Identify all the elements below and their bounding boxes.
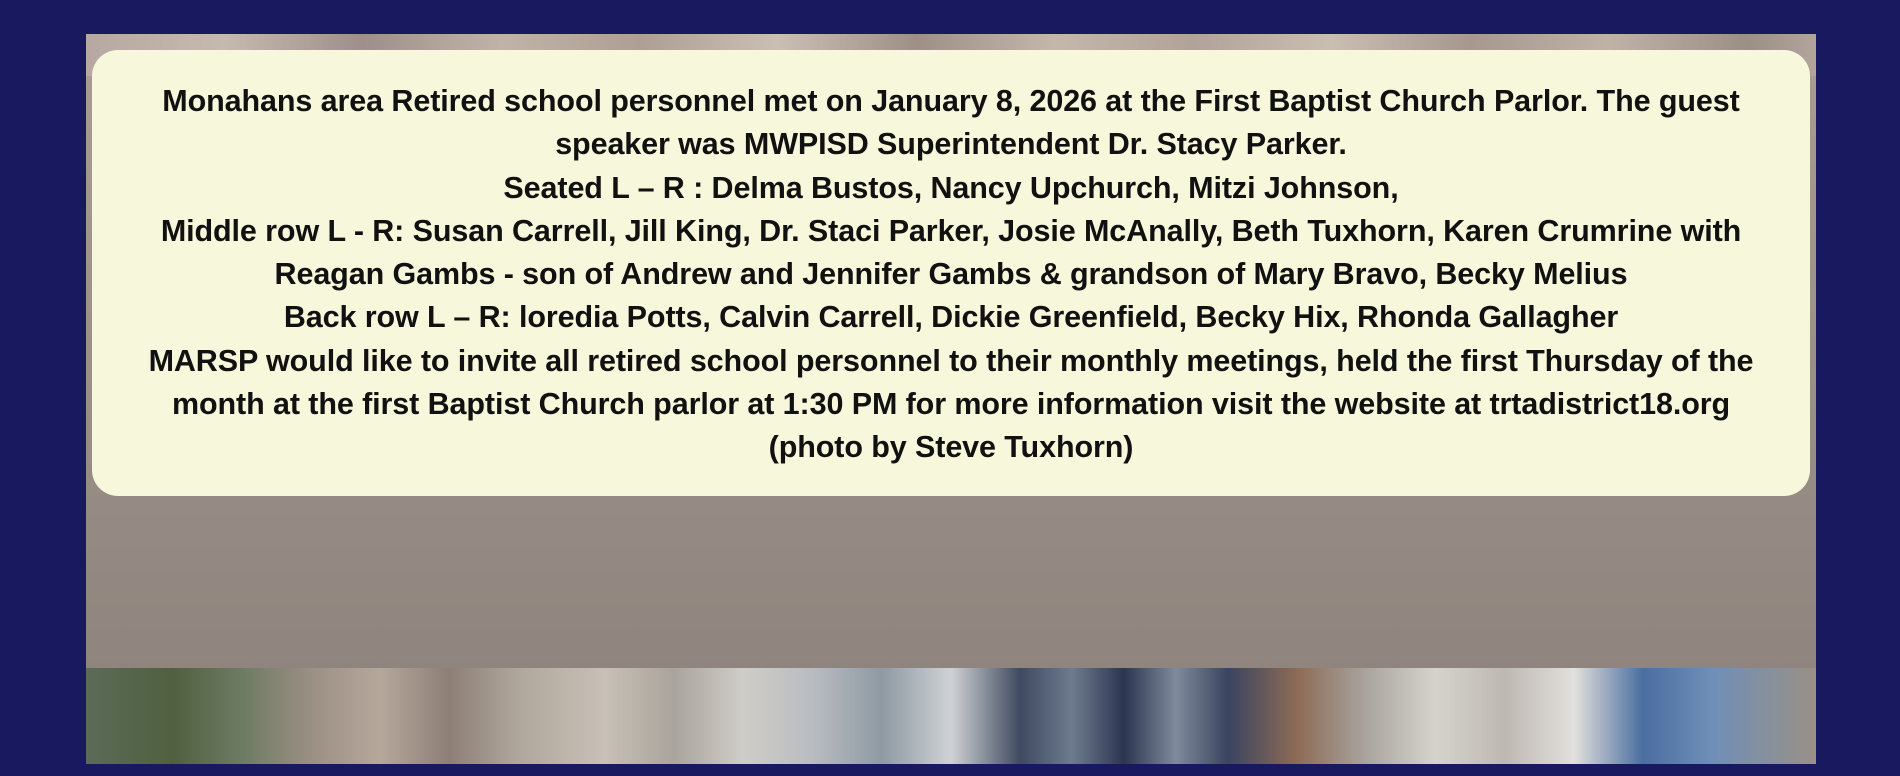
caption-paragraph-1: Monahans area Retired school personnel met on January 8, 2026 at the First Baptist Church Parlor. The guest speaker was MWPISD Superintendent Dr. Stacy Parker. [162, 84, 1740, 162]
caption-paragraph-5: MARSP would like to invite all retired school personnel to their monthly meetings, held the first Thursday of the month at the first Baptist Church parlor at 1:30 PM for more information visit the website at trtadistrict18.org (photo by Steve Tuxhorn) [148, 343, 1754, 465]
caption-paragraph-4: Back row L – R: loredia Potts, Calvin Carrell, Dickie Greenfield, Becky Hix, Rhonda Gallagher [283, 300, 1619, 335]
photo-bottom-band [86, 668, 1816, 764]
caption-paragraph-2: Seated L – R : Delma Bustos, Nancy Upchurch, Mitzi Johnson, [503, 170, 1399, 205]
caption-card [92, 50, 1810, 496]
caption-paragraph-3: Middle row L - R: Susan Carrell, Jill King, Dr. Staci Parker, Josie McAnally, Beth Tuxhorn, Karen Crumrine with Reagan Gambs - son of Andrew and Jennifer Gambs & grandson of Mary Bravo, Becky Melius [160, 213, 1742, 292]
